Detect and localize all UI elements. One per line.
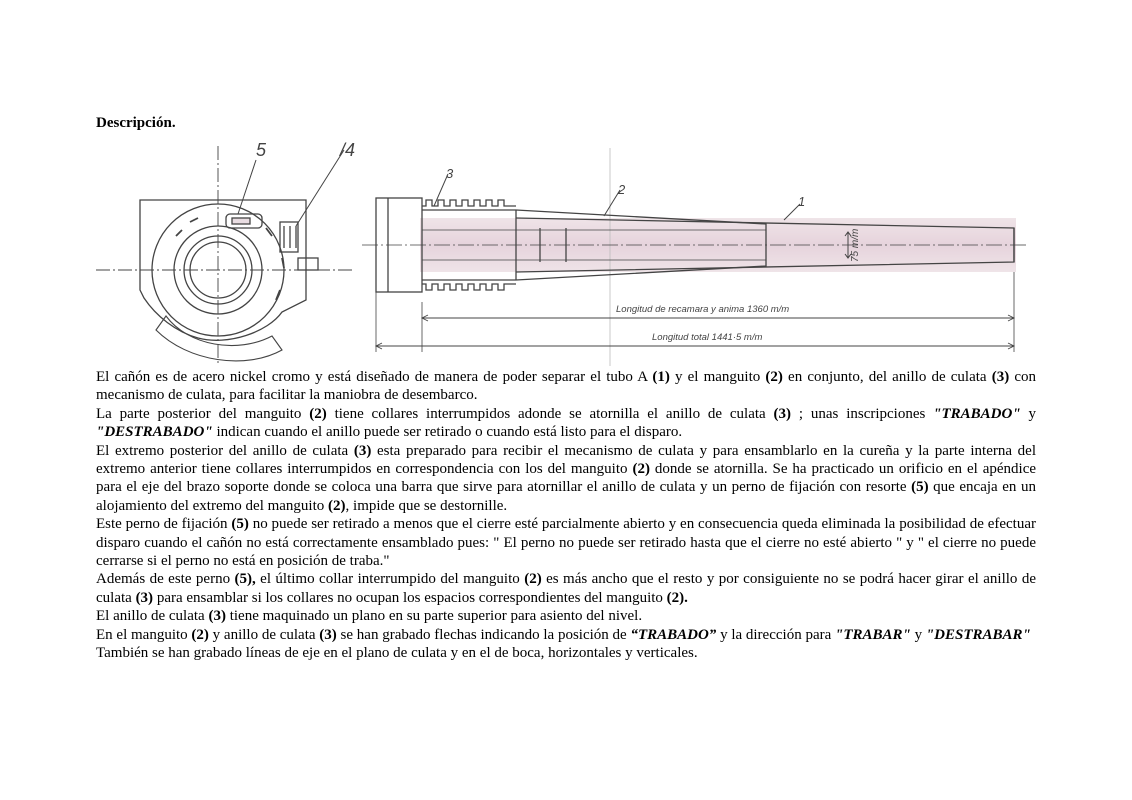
text-run: y anillo de culata [208,626,320,643]
text-run: "DESTRABADO" [96,424,213,441]
text-run: “TRABADO” [630,626,717,643]
text-run: con mecanismo de culata, para facilitar la maniobra de desembarco. [96,369,1036,404]
text-run: el último collar interrumpido del manguito [255,571,525,588]
text-run: (3) [353,442,372,459]
description-text [96,368,1036,663]
text-run: , impide que se destornille. [345,497,508,514]
technical-drawing [96,140,1036,368]
part-label-5: 5 [256,140,267,160]
barrel-drawing-svg [96,140,1036,368]
text-run: Este perno de fijación [96,516,232,533]
text-run: (2) [632,461,650,478]
text-run: esta preparado para recibir el mecanismo de culata y para ensamblarlo en la cureña y la parte interna del extremo anterior tiene collares interrumpidos en correspondencia con los del manguito [96,442,1036,478]
text-run: El cañón es de acero nickel cromo y está diseñado de manera de poder separar el tubo A [96,369,653,385]
text-run: ; unas inscripciones [791,405,934,422]
text-run: En el manguito [96,626,192,643]
text-run: (2) [328,497,346,514]
paragraph-7 [96,626,1036,644]
text-run: y la dirección para [716,626,836,643]
text-run: (1) [652,369,670,385]
text-run: La parte posterior del manguito [96,405,310,422]
paragraph-5 [96,570,1036,607]
text-run: (3) [135,589,154,606]
text-run: en conjunto, del anillo de culata [782,369,992,385]
text-run: y el manguito [669,369,766,385]
paragraph-2 [96,405,1036,442]
part-label-4: /4 [340,140,356,160]
text-run: El extremo posterior del anillo de culata [96,442,354,459]
text-run: "TRABAR" [835,626,911,643]
front-view [96,146,352,366]
text-run: es más ancho que el resto y por consiguiente no se podrá hacer girar el anillo de culata [96,571,1036,606]
text-run: indican cuando el anillo puede ser retirado o cuando está listo para el disparo. [212,424,683,441]
part-label-3: 3 [446,166,454,181]
text-run: (2) [191,626,209,643]
caliber-dimension-label: 75 m/m [850,228,861,262]
text-run: (3) [208,608,226,625]
chamber-bore-length-label: Longitud de recamara y anima 1360 m/m [616,304,790,315]
text-run: Además de este perno [96,571,235,588]
text-run: También se han grabado líneas de eje en el plano de culata y en el de boca, horizontales y verticales. [96,645,698,662]
paragraph-1 [96,368,1036,405]
section-heading: Descripción. [96,115,176,131]
text-run: y [910,626,926,643]
text-run: (2) [309,405,327,422]
text-run: (3) [773,405,792,422]
text-run: "TRABADO" [933,405,1021,422]
text-run: tiene collares interrumpidos adonde se atornilla el anillo de culata [326,405,774,422]
text-run: que encaja en un alojamiento del extremo del manguito [96,479,1036,514]
text-run: (3) [991,369,1010,385]
part-label-2: 2 [618,182,626,197]
text-run: (2) [524,571,542,588]
paragraph-4 [96,515,1036,570]
text-run: donde se atornilla. Se ha practicado un orificio en el apéndice para el eje del brazo soporte donde se coloca una barra que sirve para atornillar el anillo de culata y un perno de fijación con resorte [96,461,1037,496]
text-run: tiene maquinado un plano en su parte superior para asiento del nivel. [225,608,643,625]
text-run: (5) [911,479,929,496]
text-run: El anillo de culata [96,608,209,625]
text-run: para ensamblar si los collares no ocupan los espacios correspondientes del manguito [153,589,667,606]
part-label-1: 1 [798,194,806,209]
text-run: "DESTRABAR" [925,626,1031,643]
total-length-label: Longitud total 1441·5 m/m [652,332,763,343]
text-run: y [1020,405,1037,422]
paragraph-8 [96,644,1036,662]
text-run: se han grabado flechas indicando la posición de [336,626,631,643]
paragraph-3 [96,442,1036,516]
text-run: (3) [319,626,337,643]
text-run: (5), [234,571,256,588]
text-run: (2). [666,589,688,606]
text-run: (5) [231,516,249,533]
text-run: no puede ser retirado a menos que el cierre esté parcialmente abierto y en consecuencia queda eliminada la posibilidad de efectuar disparo cuando el cañón no está correctamente ensamblado pues: " El perno no puede ser retirado hasta que el cierre no esté abierto " y " el cierre no puede cerrarse si el perno no está en posición de traba." [96,516,1036,570]
paragraph-6 [96,607,1036,625]
text-run: (2) [765,369,783,385]
